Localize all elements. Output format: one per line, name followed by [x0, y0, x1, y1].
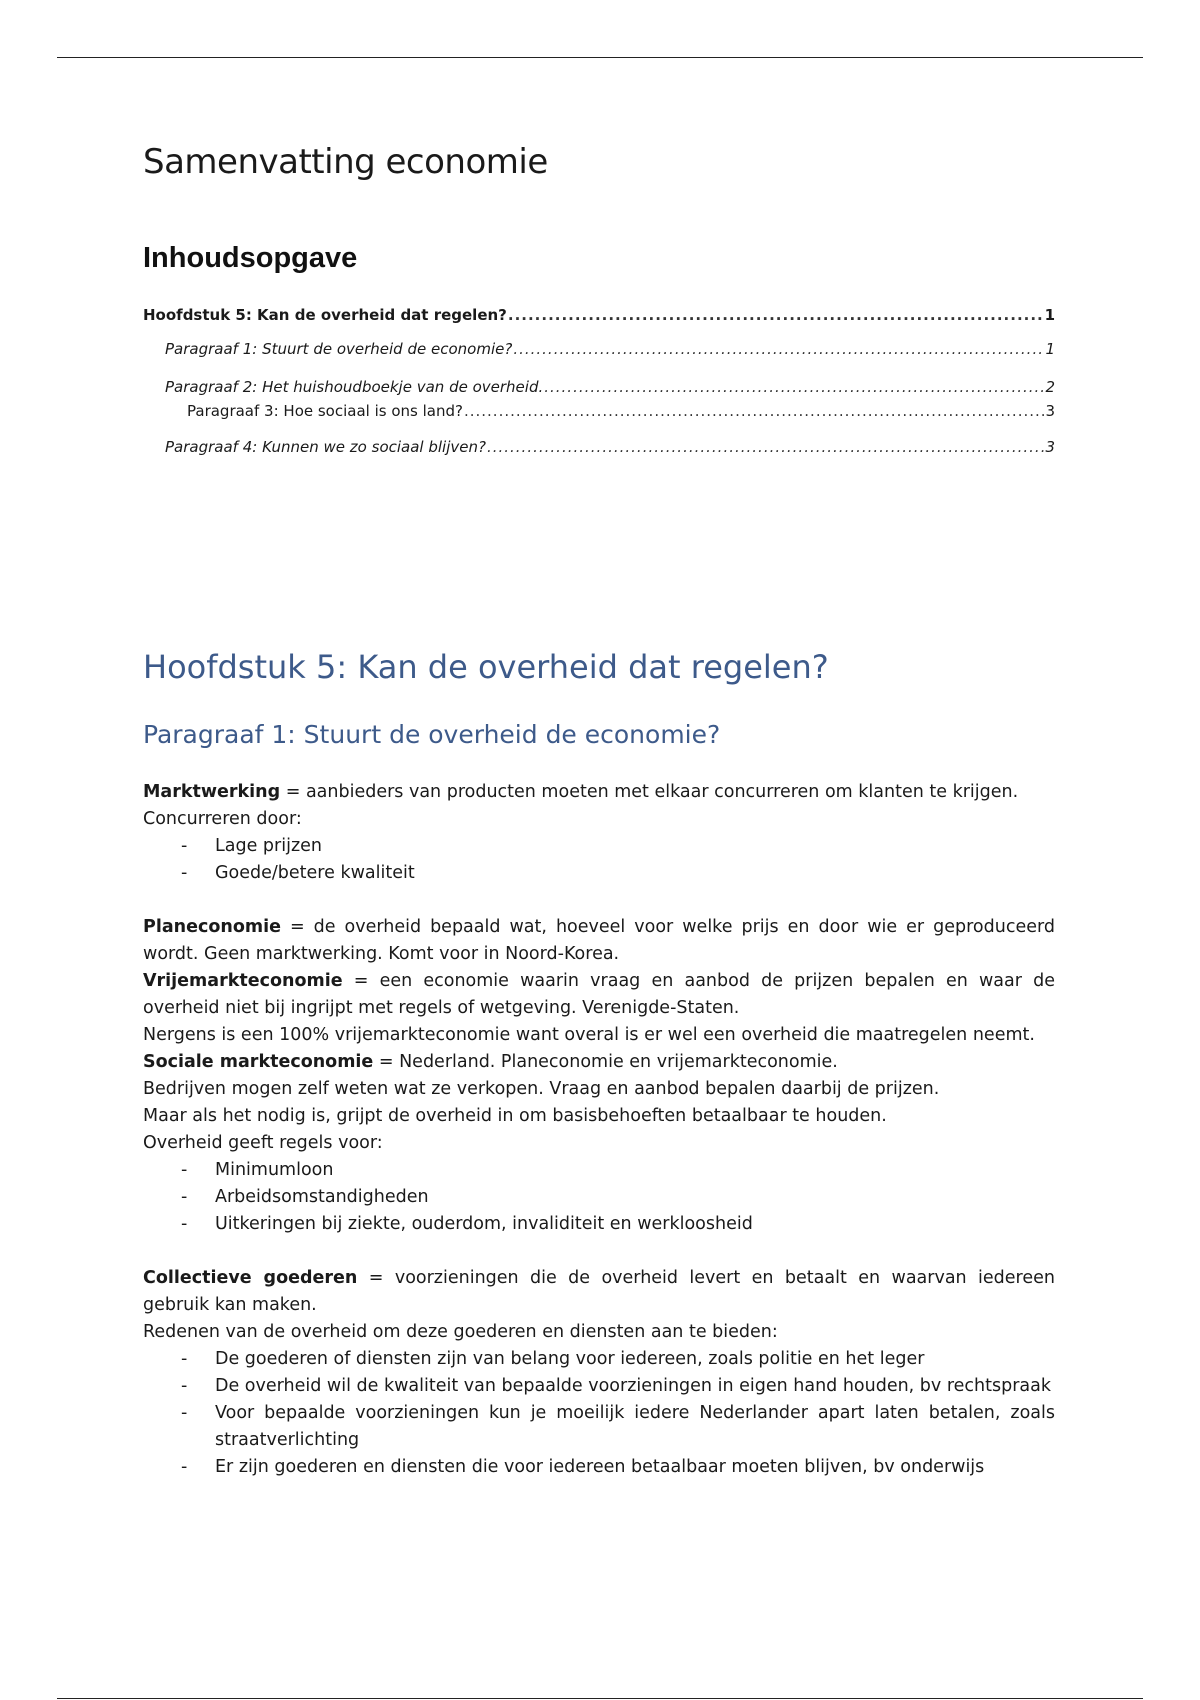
chapter-heading: Hoofdstuk 5: Kan de overheid dat regelen? [143, 648, 829, 686]
sociale-markteconomie-line2: Maar als het nodig is, grijpt de overheid in om basisbehoeften betaalbaar te houden. [143, 1106, 887, 1126]
list-item: - Uitkeringen bij ziekte, ouderdom, invaliditeit en werkloosheid [143, 1211, 1055, 1238]
toc-leader-dots [544, 377, 1044, 397]
list-item: - Lage prijzen [143, 833, 1055, 860]
toc-page-number: 1 [1045, 340, 1055, 358]
body-text [143, 779, 1055, 1481]
bullet-dash: - [181, 836, 188, 856]
term-marktwerking: Marktwerking [143, 782, 281, 802]
sociale-markteconomie-intro: Overheid geeft regels voor: [143, 1133, 383, 1153]
section-heading: Paragraaf 1: Stuurt de overheid de economie? [143, 720, 721, 749]
toc-page-number: 3 [1045, 402, 1055, 420]
term-sociale-markteconomie: Sociale markteconomie [143, 1052, 374, 1072]
marktwerking-intro: Concurreren door: [143, 809, 302, 829]
list-item: - Voor bepaalde voorzieningen kun je moeilijk iedere Nederlander apart laten betalen, zoals straatverlichting [143, 1400, 1055, 1454]
toc-entry-paragraaf-2[interactable] [143, 377, 1055, 397]
bullet-dash: - [181, 1349, 188, 1369]
toc-entry-chapter-5[interactable] [143, 305, 1055, 325]
toc-leader-dots [464, 401, 1044, 421]
bullet-dash: - [181, 1457, 188, 1477]
sociale-markteconomie-definition: Sociale markteconomie = Nederland. Planeconomie en vrijemarkteconomie. [143, 1052, 838, 1072]
vrijemarkteconomie-note: Nergens is een 100% vrijemarkteconomie want overal is er wel een overheid die maatregelen neemt. [143, 1025, 1035, 1045]
bullet-dash: - [181, 1403, 188, 1423]
toc-entry-paragraaf-1[interactable] [143, 339, 1055, 359]
collectieve-goederen-list [143, 1346, 1055, 1481]
toc-entry-label: Hoofdstuk 5: Kan de overheid dat regelen? [143, 306, 507, 324]
toc-entry-paragraaf-3[interactable] [143, 401, 1055, 421]
header-rule [57, 57, 1143, 58]
toc-leader-dots [513, 339, 1044, 359]
toc-entry-label: Paragraaf 3: Hoe sociaal is ons land? [187, 402, 463, 420]
footer-rule [57, 1698, 1143, 1699]
toc-heading: Inhoudsopgave [143, 242, 358, 274]
overheid-regels-list [143, 1157, 1055, 1238]
sociale-markteconomie-line1: Bedrijven mogen zelf weten wat ze verkopen. Vraag en aanbod bepalen daarbij de prijzen. [143, 1079, 940, 1099]
vrijemarkteconomie-definition: Vrijemarkteconomie = een economie waarin vraag en aanbod de prijzen bepalen en waar de overheid niet bij ingrijpt met regels of wetgeving. Verenigde-Staten. [143, 971, 1055, 1018]
toc-page-number: 2 [1045, 378, 1055, 396]
term-vrijemarkteconomie: Vrijemarkteconomie [143, 971, 343, 991]
bullet-dash: - [181, 1214, 188, 1234]
marktwerking-definition: Marktwerking = aanbieders van producten moeten met elkaar concurreren om klanten te krijgen. [143, 782, 1019, 802]
toc-entry-paragraaf-4[interactable] [143, 437, 1055, 457]
toc-leader-dots [508, 305, 1044, 325]
list-item: - De overheid wil de kwaliteit van bepaalde voorzieningen in eigen hand houden, bv rechtspraak [143, 1373, 1055, 1400]
list-item: - De goederen of diensten zijn van belang voor iedereen, zoals politie en het leger [143, 1346, 1055, 1373]
bullet-dash: - [181, 1376, 188, 1396]
list-item: - Arbeidsomstandigheden [143, 1184, 1055, 1211]
term-planeconomie: Planeconomie [143, 917, 281, 937]
list-item: - Goede/betere kwaliteit [143, 860, 1055, 887]
toc-page-number: 1 [1044, 306, 1055, 324]
term-collectieve-goederen: Collectieve goederen [143, 1268, 358, 1288]
bullet-dash: - [181, 863, 188, 883]
collectieve-goederen-intro: Redenen van de overheid om deze goederen en diensten aan te bieden: [143, 1322, 778, 1342]
planeconomie-definition: Planeconomie = de overheid bepaald wat, hoeveel voor welke prijs en door wie er geproduceerd wordt. Geen marktwerking. Komt voor in Noord-Korea. [143, 917, 1055, 964]
list-item: - Minimumloon [143, 1157, 1055, 1184]
bullet-dash: - [181, 1187, 188, 1207]
toc-entry-label: Paragraaf 2: Het huishoudboekje van de overheid. [165, 378, 544, 396]
bullet-dash: - [181, 1160, 188, 1180]
toc-leader-dots [487, 437, 1045, 457]
toc-entry-label: Paragraaf 4: Kunnen we zo sociaal blijven? [165, 438, 486, 456]
marktwerking-list [143, 833, 1055, 887]
document-title: Samenvatting economie [143, 142, 548, 182]
collectieve-goederen-definition: Collectieve goederen = voorzieningen die de overheid levert en betaalt en waarvan iedereen gebruik kan maken. [143, 1268, 1055, 1315]
toc-entry-label: Paragraaf 1: Stuurt de overheid de economie? [165, 340, 513, 358]
list-item: - Er zijn goederen en diensten die voor iedereen betaalbaar moeten blijven, bv onderwijs [143, 1454, 1055, 1481]
toc-page-number: 3 [1045, 438, 1055, 456]
